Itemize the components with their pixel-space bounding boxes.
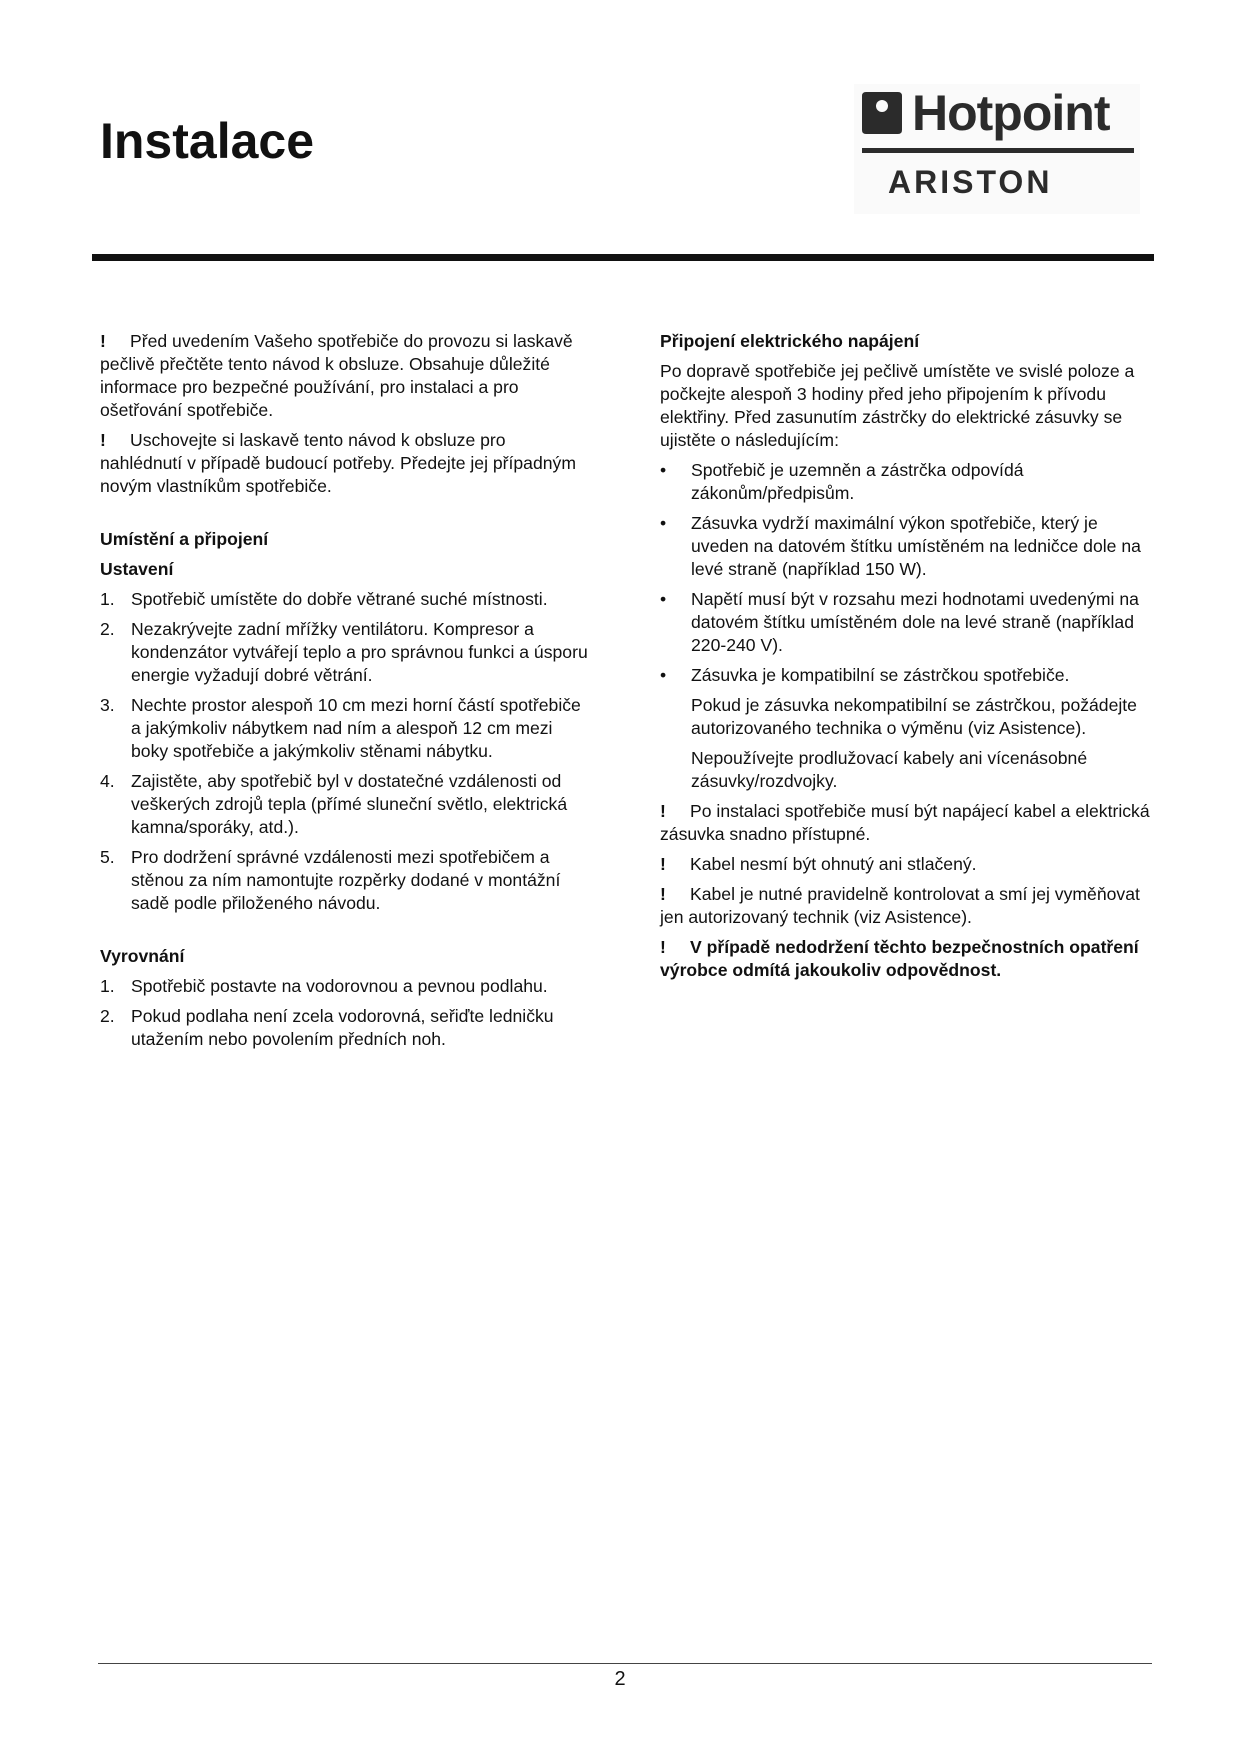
warning-paragraph: ! Kabel je nutné pravidelně kontrolovat a smí jej vyměňovat jen autorizovaný technik (viz Asistence). bbox=[660, 884, 1140, 927]
leveling-heading: Vyrovnání bbox=[100, 946, 185, 966]
warning-marker: ! bbox=[660, 854, 666, 874]
section-heading: Umístění a připojení bbox=[100, 529, 269, 549]
list-item: • Zásuvka vydrží maximální výkon spotřebiče, který je uveden na datovém štítku umístěném na ledničce dole na levé straně (například 150 W). bbox=[660, 513, 1141, 579]
warning-marker: ! bbox=[660, 937, 666, 957]
list-item: 2. Nezakrývejte zadní mřížky ventilátoru. Kompresor a kondenzátor vytvářejí teplo a pro správnou funkci a úsporu energie vyžadují dobré větrání. bbox=[100, 619, 588, 685]
leveling-list bbox=[100, 975, 590, 1051]
placement-list bbox=[100, 588, 590, 915]
bullet-icon: • bbox=[660, 460, 667, 480]
brand-logo bbox=[854, 84, 1140, 214]
header-divider bbox=[92, 254, 1154, 261]
page-number: 2 bbox=[614, 1668, 626, 1690]
warning-paragraph: ! Kabel nesmí být ohnutý ani stlačený. bbox=[660, 854, 977, 874]
list-item: 2. Pokud podlaha není zcela vodorovná, seřiďte ledničku utažením nebo povolením předních noh. bbox=[100, 1006, 554, 1049]
list-item: 3. Nechte prostor alespoň 10 cm mezi horní částí spotřebiče a jakýmkoliv nábytkem nad ním a alespoň 12 cm mezi boky spotřebiče a jakýmkoliv stěnami nábytku. bbox=[100, 695, 581, 761]
final-warning: ! V případě nedodržení těchto bezpečnostních opatření výrobce odmítá jakoukoliv odpovědnost. bbox=[660, 937, 1139, 980]
logo-brand-text: Hotpoint bbox=[912, 85, 1110, 141]
warning-marker: ! bbox=[660, 801, 666, 821]
logo-divider bbox=[862, 148, 1134, 153]
section-heading: Připojení elektrického napájení bbox=[660, 331, 920, 351]
left-column bbox=[100, 330, 590, 1058]
list-item: • Spotřebič je uzemněn a zástrčka odpovídá zákonům/předpisům. bbox=[660, 460, 1024, 503]
right-column bbox=[660, 330, 1150, 989]
list-item: • Zásuvka je kompatibilní se zástrčkou spotřebiče. bbox=[660, 665, 1070, 685]
warning-paragraph: ! Po instalaci spotřebiče musí být napájecí kabel a elektrická zásuvka snadno přístupné. bbox=[660, 801, 1150, 844]
intro-paragraph: ! Před uvedením Vašeho spotřebiče do provozu si laskavě pečlivě přečtěte tento návod k obsluze. Obsahuje důležité informace pro bezpečné používání, pro instalaci a pro ošetřování spotřebiče. bbox=[100, 331, 573, 420]
intro-paragraph: ! Uschovejte si laskavě tento návod k obsluze pro nahlédnutí v případě budoucí potřeby. Předejte jej případným novým vlastníkům spotřebiče. bbox=[100, 430, 576, 496]
bullet-icon: • bbox=[660, 513, 667, 533]
subheading: Ustavení bbox=[100, 559, 174, 579]
bullet-icon: • bbox=[660, 589, 667, 609]
indented-note: Nepoužívejte prodlužovací kabely ani vícenásobné zásuvky/rozdvojky. bbox=[691, 748, 1088, 791]
list-item: 4. Zajistěte, aby spotřebič byl v dostatečné vzdálenosti od veškerých zdrojů tepla (přímé sluneční světlo, elektrická kamna/sporáky, atd.). bbox=[100, 771, 568, 837]
warning-marker: ! bbox=[100, 331, 106, 351]
bullet-icon: • bbox=[660, 665, 667, 685]
warning-marker: ! bbox=[100, 430, 106, 450]
list-item: • Napětí musí být v rozsahu mezi hodnotami uvedenými na datovém štítku umístěném dole na levé straně (například 220-240 V). bbox=[660, 589, 1139, 655]
indented-note: Pokud je zásuvka nekompatibilní se zástrčkou, požádejte autorizovaného technika o výměnu (viz Asistence). bbox=[691, 695, 1137, 738]
intro-paragraph: Po dopravě spotřebiče jej pečlivě umístěte ve svislé poloze a počkejte alespoň 3 hodiny před jeho připojením k přívodu elektřiny. Před zasunutím zástrčky do elektrické zásuvky se ujistěte o následujícím: bbox=[660, 361, 1135, 450]
list-item: 1. Spotřebič umístěte do dobře větrané suché místnosti. bbox=[100, 589, 548, 609]
list-item: 5. Pro dodržení správné vzdálenosti mezi spotřebičem a stěnou za ním namontujte rozpěrky dodané v montážní sadě podle přiloženého návodu. bbox=[100, 847, 561, 913]
logo-sub-text: ARISTON bbox=[888, 164, 1053, 200]
hotpoint-logo-mark-icon bbox=[862, 92, 902, 134]
list-item: 1. Spotřebič postavte na vodorovnou a pevnou podlahu. bbox=[100, 976, 548, 996]
warning-marker: ! bbox=[660, 884, 666, 904]
requirements-list bbox=[660, 459, 1150, 687]
footer-divider bbox=[98, 1663, 1152, 1664]
page-title: Instalace bbox=[100, 113, 315, 169]
